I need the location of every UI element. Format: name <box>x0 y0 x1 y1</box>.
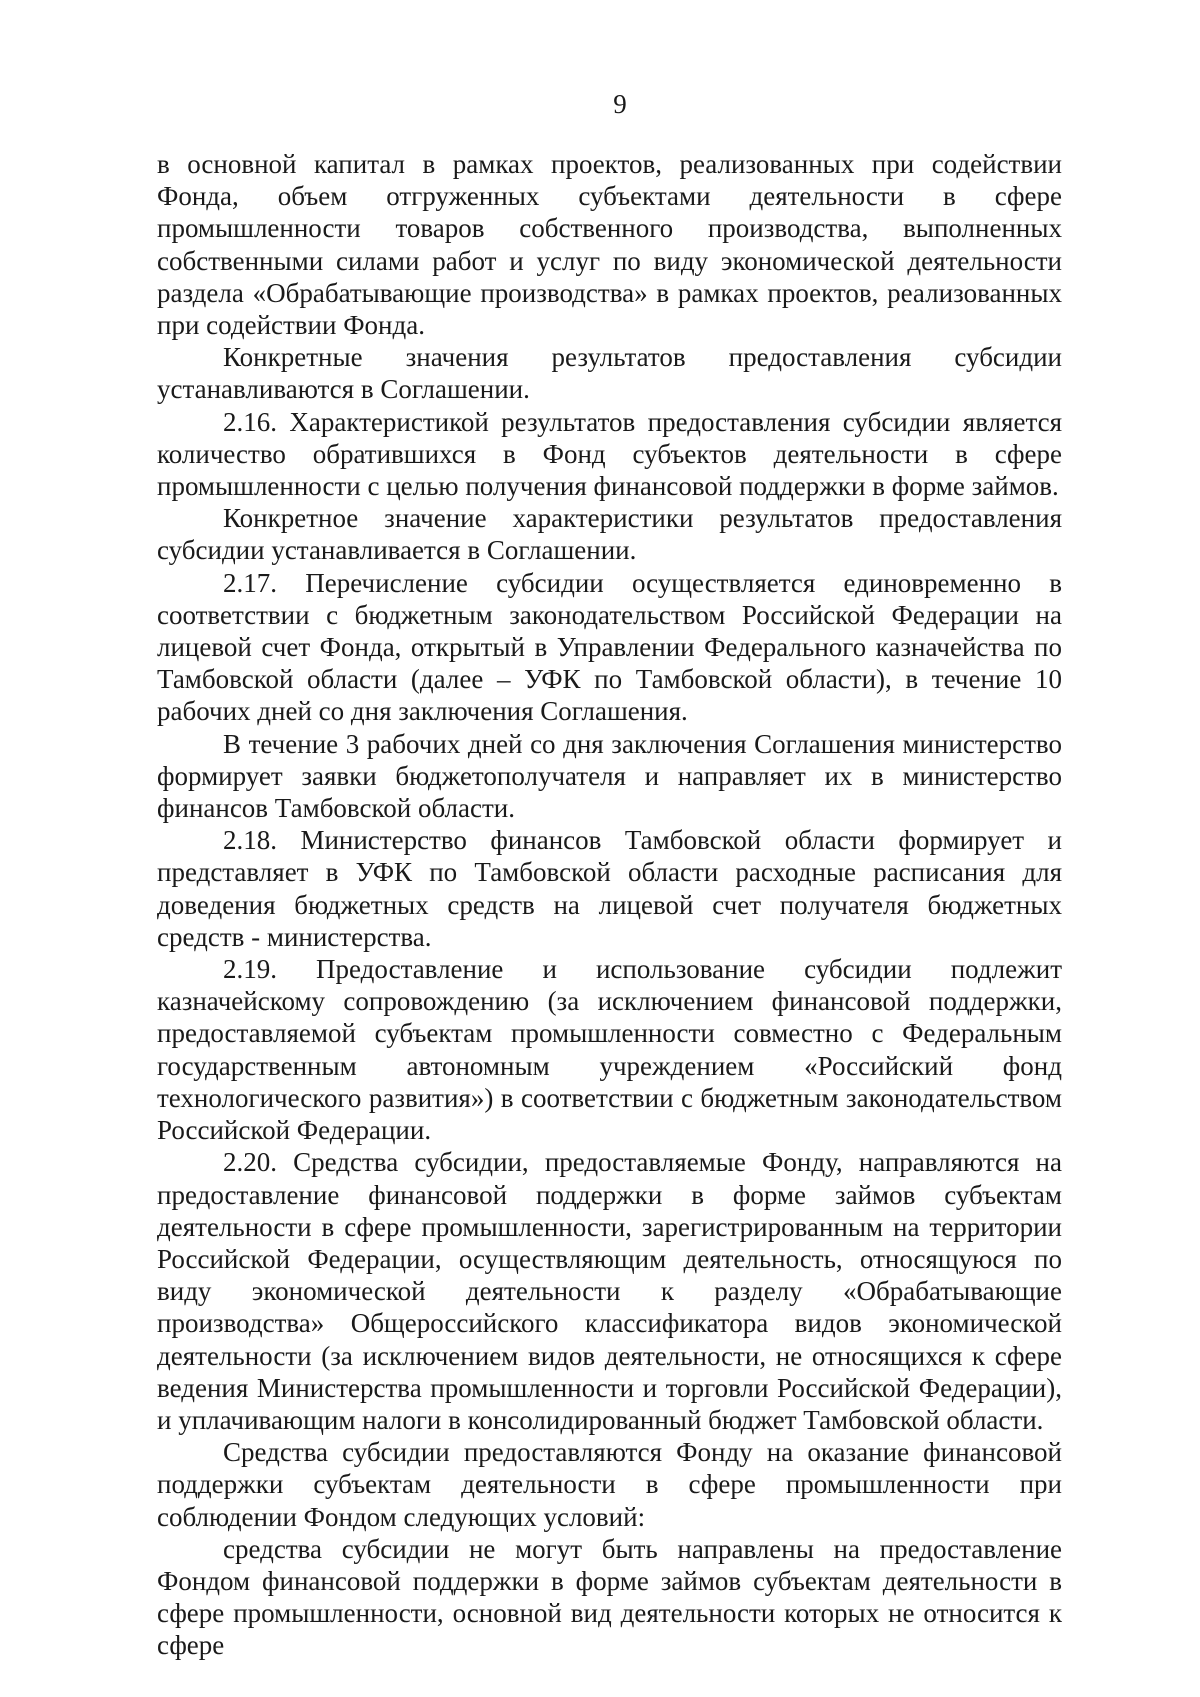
paragraph-fund-conditions: Средства субсидии предоставляются Фонду на оказание финансовой поддержки субъектам деятельности в сфере промышленности при соблюдении Фондом следующих условий: <box>157 1437 1062 1532</box>
paragraph-2-16: 2.16. Характеристикой результатов предоставления субсидии является количество обратившихся в Фонд субъектов деятельности в сфере промышленности с целью получения финансовой поддержки в форме займов. <box>157 406 1062 502</box>
document-body <box>157 148 1062 1662</box>
page-number: 9 <box>613 89 627 119</box>
paragraph-2-17: 2.17. Перечисление субсидии осуществляется единовременно в соответствии с бюджетным законодательством Российской Федерации на лицевой счет Фонда, открытый в Управлении Федерального казначейства по Тамбовской области (далее – УФК по Тамбовской области), в течение 10 рабочих дней со дня заключения Соглашения. <box>157 567 1062 727</box>
paragraph-capital-continuation: в основной капитал в рамках проектов, реализованных при содействии Фонда, объем отгруженных субъектами деятельности в сфере промышленности товаров собственного производства, выполненных собственными силами работ и услуг по виду экономической деятельности раздела «Обрабатывающие производства» в рамках проектов, реализованных при содействии Фонда. <box>157 149 1062 341</box>
paragraph-result-values: Конкретные значения результатов предоставления субсидии устанавливаются в Соглашении. <box>157 342 1062 405</box>
paragraph-subsidy-restriction: средства субсидии не могут быть направлены на предоставление Фондом финансовой поддержки в форме займов субъектам деятельности в сфере промышленности, основной вид деятельности которых не относится к сфере <box>157 1533 1062 1661</box>
paragraph-2-18: 2.18. Министерство финансов Тамбовской области формирует и представляет в УФК по Тамбовской области расходные расписания для доведения бюджетных средств на лицевой счет получателя бюджетных средств - министерства. <box>157 825 1062 952</box>
paragraph-2-19: 2.19. Предоставление и использование субсидии подлежит казначейскому сопровождению (за исключением финансовой поддержки, предоставляемой субъектам промышленности совместно с Федеральным государственным автономным учреждением «Российский фонд технологического развития») в соответствии с бюджетным законодательством Российской Федерации. <box>157 954 1062 1146</box>
paragraph-ministry-requests: В течение 3 рабочих дней со дня заключения Соглашения министерство формирует заявки бюджетополучателя и направляет их в министерство финансов Тамбовской области. <box>157 728 1062 824</box>
paragraph-2-20: 2.20. Средства субсидии, предоставляемые Фонду, направляются на предоставление финансовой поддержки в форме займов субъектам деятельности в сфере промышленности, зарегистрированным на территории Российской Федерации, осуществляющим деятельность, относящуюся по виду экономической деятельности к разделу «Обрабатывающие производства» Общероссийского классификатора видов экономической деятельности (за исключением видов деятельности, не относящихся к сфере ведения Министерства промышленности и торговли Российской Федерации), и уплачивающим налоги в консолидированный бюджет Тамбовской области. <box>157 1147 1062 1435</box>
paragraph-characteristic-value: Конкретное значение характеристики результатов предоставления субсидии устанавливается в Соглашении. <box>157 503 1062 566</box>
